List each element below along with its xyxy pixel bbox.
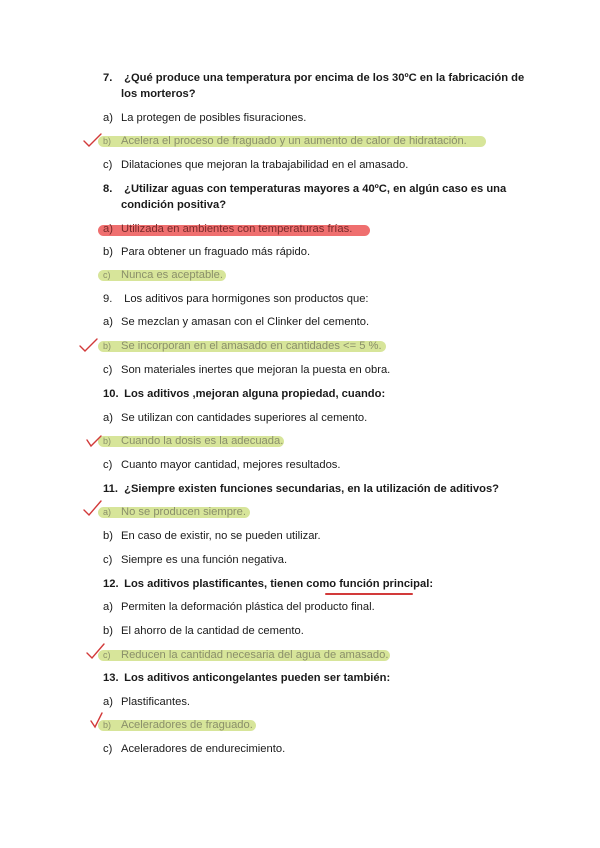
- option-7b: b) Acelera el proceso de fraguado y un aumento de calor de hidratación.: [103, 135, 467, 147]
- option-8c: c) Nunca es aceptable.: [103, 269, 223, 281]
- option-9b: b) Se incorporan en el amasado en cantidades <= 5 %.: [103, 340, 382, 352]
- checkmark-icon: [78, 337, 100, 355]
- question-13: 13. Los aditivos anticongelantes pueden ser también:: [103, 672, 391, 684]
- question-11: 11. ¿Siempre existen funciones secundarias, en la utilización de aditivos?: [103, 483, 499, 495]
- checkmark-icon: [82, 500, 104, 518]
- option-12c: c) Reducen la cantidad necesaria del agua de amasado.: [103, 649, 389, 661]
- underline-mark: [325, 593, 413, 595]
- question-7: 7. ¿Qué produce una temperatura por encima de los 30ºC en la fabricación de: [103, 72, 525, 84]
- option-9a: a) Se mezclan y amasan con el Clinker del cemento.: [103, 316, 370, 328]
- option-7a: a) La protegen de posibles fisuraciones.: [103, 112, 307, 124]
- question-9: 9. Los aditivos para hormigones son productos que:: [103, 293, 369, 305]
- option-13b: b) Aceleradores de fraguado.: [103, 719, 253, 731]
- option-11b: b) En caso de existir, no se pueden utilizar.: [103, 530, 321, 542]
- option-10b: b) Cuando la dosis es la adecuada.: [103, 435, 284, 447]
- option-13a: a) Plastificantes.: [103, 696, 191, 708]
- question-7-cont: los morteros?: [121, 88, 196, 100]
- option-12b: b) El ahorro de la cantidad de cemento.: [103, 625, 304, 637]
- option-7c: c) Dilataciones que mejoran la trabajabilidad en el amasado.: [103, 159, 409, 171]
- question-12: 12. Los aditivos plastificantes, tienen como función principal:: [103, 578, 434, 590]
- option-8b: b) Para obtener un fraguado más rápido.: [103, 246, 311, 258]
- question-8-cont: condición positiva?: [121, 199, 227, 211]
- option-9c: c) Son materiales inertes que mejoran la puesta en obra.: [103, 364, 391, 376]
- option-10c: c) Cuanto mayor cantidad, mejores resultados.: [103, 459, 341, 471]
- checkmark-icon: [82, 132, 104, 150]
- option-8a: a) Utilizada en ambientes con temperaturas frías.: [103, 223, 353, 235]
- option-12a: a) Permiten la deformación plástica del producto final.: [103, 601, 375, 613]
- question-8: 8. ¿Utilizar aguas con temperaturas mayores a 40ºC, en algún caso es una: [103, 183, 507, 195]
- option-11a: a) No se producen siempre.: [103, 506, 246, 518]
- option-11c: c) Siempre es una función negativa.: [103, 554, 288, 566]
- option-13c: c) Aceleradores de endurecimiento.: [103, 743, 286, 755]
- option-10a: a) Se utilizan con cantidades superiores al cemento.: [103, 412, 368, 424]
- question-10: 10. Los aditivos ,mejoran alguna propiedad, cuando:: [103, 388, 386, 400]
